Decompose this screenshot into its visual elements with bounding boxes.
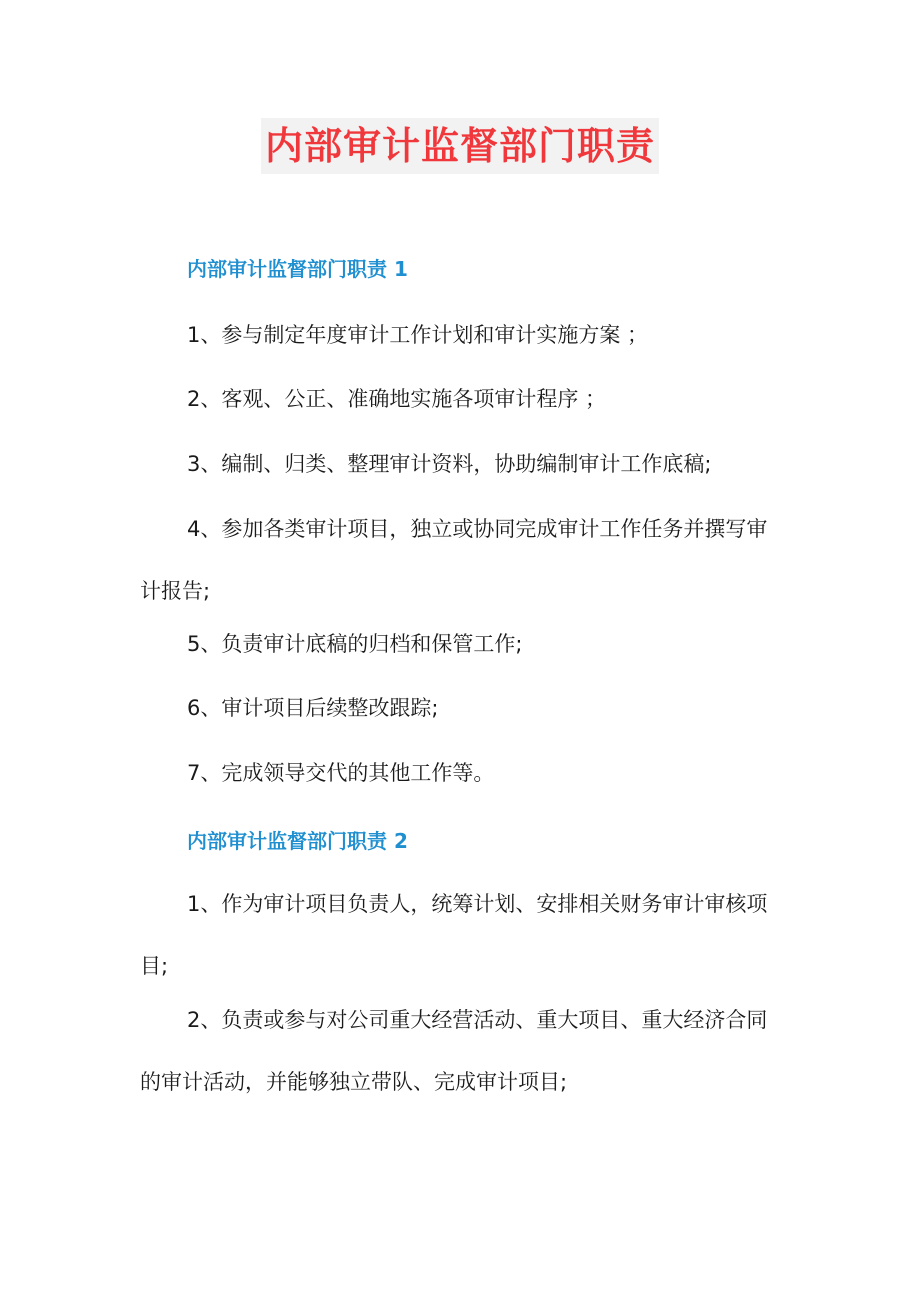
- list-item: 7、完成领导交代的其他工作等。: [187, 761, 495, 785]
- list-item: 4、参加各类审计项目，独立或协同完成审计工作任务并撰写审计报告;: [140, 517, 768, 603]
- section-heading-2: 内部审计监督部门职责 2: [187, 829, 408, 853]
- list-item: 1、作为审计项目负责人，统筹计划、安排相关财务审计审核项目;: [140, 892, 768, 978]
- section-heading-1: 内部审计监督部门职责 1: [187, 257, 408, 281]
- list-item: 1、参与制定年度审计工作计划和审计实施方案 ；: [187, 323, 649, 347]
- list-item: 2、客观、公正、准确地实施各项审计程序 ；: [187, 387, 607, 411]
- list-item: 3、编制、归类、整理审计资料，协助编制审计工作底稿;: [187, 452, 712, 476]
- document-title: 内部审计监督部门职责: [261, 118, 659, 174]
- list-item: 5、负责审计底稿的归档和保管工作;: [187, 632, 523, 656]
- list-item: 2、负责或参与对公司重大经营活动、重大项目、重大经济合同的审计活动，并能够独立带队、完成审计项目;: [140, 1008, 768, 1094]
- list-item: 6、审计项目后续整改跟踪;: [187, 696, 439, 720]
- title-container: [0, 118, 920, 174]
